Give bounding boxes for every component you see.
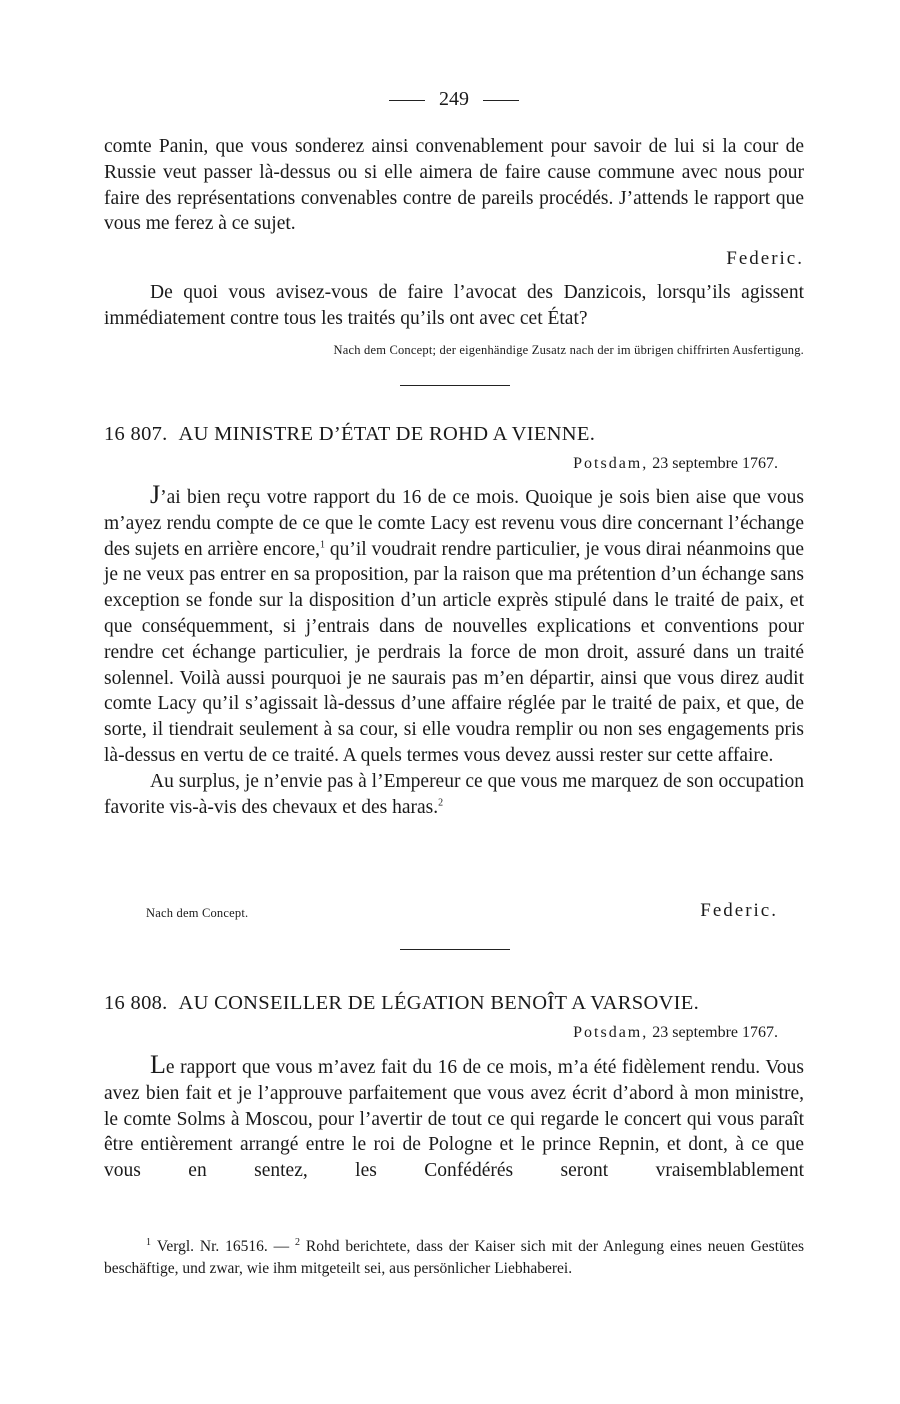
- letter-16807-signature: Federic.: [700, 900, 778, 921]
- footnote-1-text: Vergl. Nr. 16516. —: [156, 1238, 290, 1255]
- source-note: Nach dem Concept; der eigenhändige Zusatz nach der im übrigen chiffrirten Ausfertigung.: [333, 343, 804, 357]
- continuation-signature: Federic.: [726, 248, 804, 269]
- footnote-line: [104, 1236, 804, 1280]
- continuation-source-note: [104, 341, 804, 359]
- dateline-16808: [573, 1024, 778, 1042]
- paragraph-text: Au surplus, je n’envie pas à l’Empereur ce que vous me marquez de son occupation favorite vis-à-vis des chevaux et des haras.: [104, 770, 804, 818]
- footnote-1-marker: 1: [146, 1236, 151, 1248]
- page-number-dash-right: [483, 100, 519, 101]
- letter-title: AU MINISTRE D’ÉTAT DE ROHD A VIENNE.: [178, 423, 596, 445]
- paragraph-text: qu’il voudrait rendre particulier, je vous dirai néanmoins que je ne veux pas entrer en sa proposition, par la raison que ma prétention d’un échange sans exception se fonde sur la disposition d’un article exprès stipulé dans le traité de paix, et que conséquemment, si j’entrais dans de nouvelles explications et conventions pour rendre cet échange particulier, je perdrais la force de mon droit, assuré dans un traité solennel. Voilà aussi pourquoi je ne saurais pas m’en départir, ainsi que vous direz audit comte Lacy qu’il s’agissait là-dessus d’une affaire réglée par le traité de paix, et que, de sorte, il tiendrait seulement à sa cour, si elle voudra remplir ou non ses engagements pris là-dessus en vertu de ce traité. A quels termes vous devez aussi rester sur cette affaire.: [104, 538, 805, 766]
- initial-letter: J: [150, 480, 161, 509]
- letter-16807-source-note: Nach dem Concept.: [146, 906, 249, 920]
- continuation-block: [104, 134, 804, 237]
- footnote-marker-2: 2: [438, 797, 444, 809]
- paragraph-text: e rapport que vous m’avez fait du 16 de ce mois, m’a été fidèlement rendu. Vous avez bien fait et je l’approuve parfaitement que vous avez écrit d’abord à mon ministre, le comte Solms à Moscou, pour l’avertir de tout ce qui regarde le concert qui vous paraît être entièrement arrangé entre le roi de Pologne et le prince Repnin, et dont, à ce que vous en sentez, les Confédérés seront vraisemblablement: [104, 1057, 804, 1182]
- page-number-dash-left: [389, 100, 425, 101]
- page-number-text: 249: [439, 88, 469, 110]
- letter-heading-16807: [104, 423, 804, 446]
- dateline-date: 23 septembre 1767.: [652, 455, 778, 472]
- letter-16807-paragraph-2: [104, 769, 804, 821]
- letter-16807-paragraph-1: [104, 482, 804, 769]
- continuation-text: comte Panin, que vous sonderez ainsi convenablement pour savoir de lui si la cour de Russie veut passer là-dessus ou si elle aimera de faire cause commune avec nous pour faire des représentations convenables contre de pareils procédés. J’attends le rapport que vous me ferez à ce sujet.: [104, 136, 804, 235]
- letter-16808-body: [104, 1052, 804, 1184]
- dateline-place: Potsdam,: [573, 455, 649, 472]
- page-number: [104, 88, 804, 111]
- letter-title: AU CONSEILLER DE LÉGATION BENOÎT A VARSOVIE.: [178, 992, 700, 1014]
- letter-16807-body: [104, 482, 804, 820]
- paragraph-text: ’ai bien reçu votre rapport du 16 de ce mois. Quoique je sois bien aise que vous m’ayez rendu compte de ce que le comte Lacy est revenu vous dire concernant l’échange des sujets en arrière encore,: [104, 487, 804, 560]
- letter-number: 16 807.: [104, 423, 168, 445]
- postscript-text: De quoi vous avisez-vous de faire l’avocat des Danzicois, lorsqu’ils agissent immédiatement contre tous les traités qu’ils ont avec cet État?: [104, 282, 804, 329]
- separator-rule: [400, 949, 510, 950]
- dateline-place: Potsdam,: [573, 1024, 649, 1041]
- dateline-16807: [573, 455, 778, 473]
- letter-heading-16808: [104, 992, 804, 1015]
- initial-letter: L: [150, 1050, 166, 1079]
- letter-16808-paragraph-1: [104, 1052, 804, 1184]
- letter-number: 16 808.: [104, 992, 168, 1014]
- footnotes: [104, 1236, 804, 1280]
- separator-rule: [400, 385, 510, 386]
- footnote-marker-1: 1: [320, 539, 326, 551]
- postscript-block: [104, 280, 804, 332]
- dateline-date: 23 septembre 1767.: [652, 1024, 778, 1041]
- footnote-2-text: Rohd berichtete, dass der Kaiser sich mit der Anlegung eines neuen Gestütes beschäftige, und zwar, wie ihm mitgeteilt sei, aus persönlicher Liebhaberei.: [104, 1238, 804, 1277]
- footnote-2-marker: 2: [295, 1236, 301, 1248]
